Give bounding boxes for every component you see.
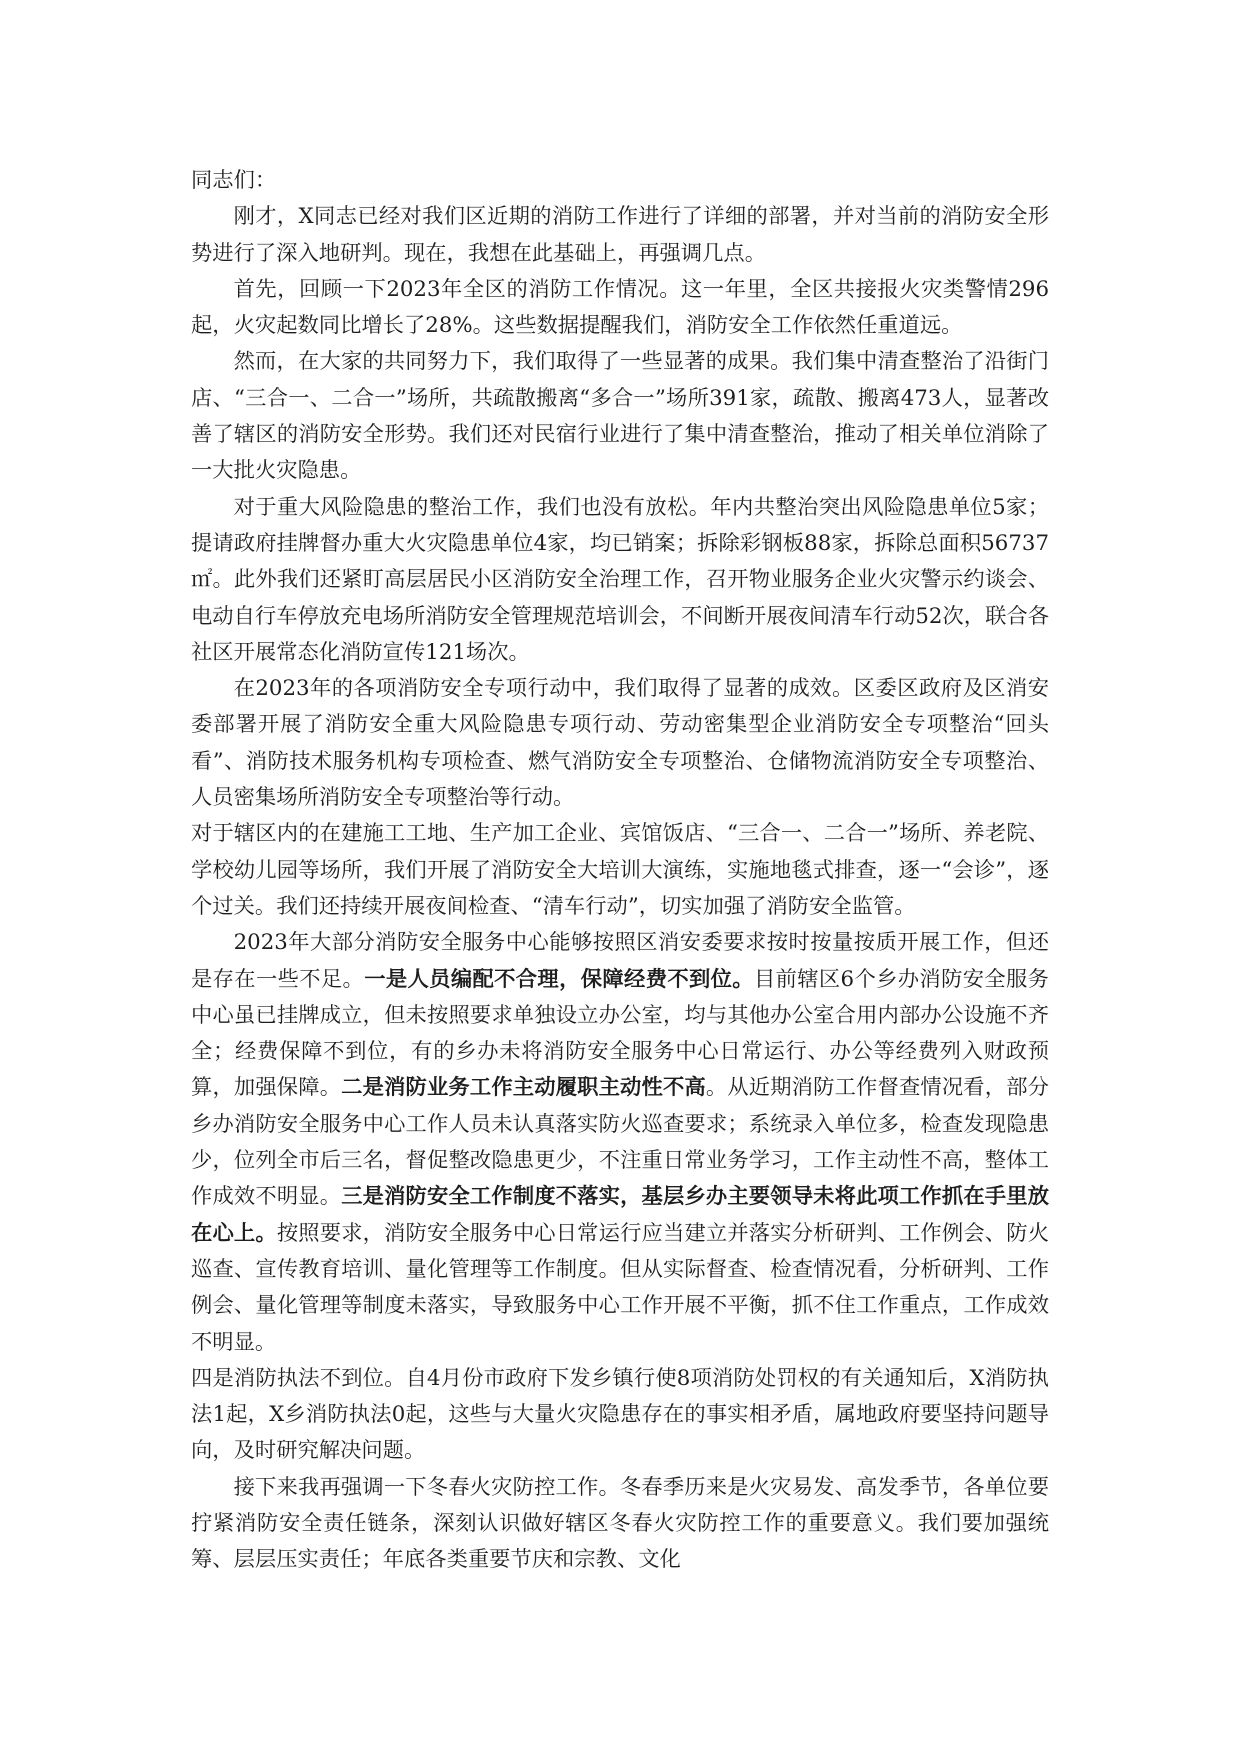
salutation: 同志们：: [191, 168, 277, 193]
paragraph-law-enforcement: 四是消防执法不到位。自4月份市政府下发乡镇行使8项消防处罚权的有关通知后，X消防执法1起，X乡消防执法0起，这些与大量火灾隐患存在的事实相矛盾，属地政府要坚持问题导向，及时研究解决问题。: [191, 1365, 1049, 1464]
shortcomings-intro: 2023年大部分消防安全服务中心能够按照区消安委要求按时按量按质开展工作，但还是存在一些不足。: [191, 930, 1049, 992]
paragraph-review: 首先，回顾一下2023年全区的消防工作情况。这一年里，全区共接报火灾类警情296起，火灾起数同比增长了28%。这些数据提醒我们，消防安全工作依然任重道远。: [191, 276, 1049, 339]
document-body: [191, 163, 1049, 1579]
shortcoming-three-heading: 三是消防安全工作制度不落实，基层乡办主要领导未将此项工作抓在手里放在心上。: [191, 1184, 1049, 1246]
paragraph-intro: 刚才，X同志已经对我们区近期的消防工作进行了详细的部署，并对当前的消防安全形势进行了深入地研判。现在，我想在此基础上，再强调几点。: [191, 204, 1049, 266]
paragraph-shortcomings: [191, 925, 1049, 1361]
shortcoming-two-heading: 二是消防业务工作主动履职主动性不高: [341, 1075, 706, 1101]
shortcoming-three-text: 按照要求，消防安全服务中心日常运行应当建立并落实分析研判、工作例会、防火巡查、宣传教育培训、量化管理等工作制度。但从实际督查、检查情况看，分析研判、工作例会、量化管理等制度未落实，导致服务中心工作开展不平衡，抓不住工作重点，工作成效不明显。: [191, 1220, 1049, 1355]
shortcoming-one-text: 目前辖区6个乡办消防安全服务中心虽已挂牌成立，但未按照要求单独设立办公室，均与其他办公室合用内部办公设施不齐全；经费保障不到位，有的乡办未将消防安全服务中心日常运行、办公等经费列入财政预算，加强保障。: [191, 966, 1049, 1101]
paragraph-winter-spring: 接下来我再强调一下冬春火灾防控工作。冬春季历来是火灾易发、高发季节，各单位要拧紧消防安全责任链条，深刻认识做好辖区冬春火灾防控工作的重要意义。我们要加强统筹、层层压实责任；年底各类重要节庆和宗教、文化: [191, 1474, 1049, 1573]
paragraph-special-actions: 在2023年的各项消防安全专项行动中，我们取得了显著的成效。区委区政府及区消安委部署开展了消防安全重大风险隐患专项行动、劳动密集型企业消防安全专项整治“回头看”、消防技术服务机构专项检查、燃气消防安全专项整治、仓储物流消防安全专项整治、人员密集场所消防安全专项整治等行动。: [191, 676, 1049, 811]
paragraph-risk-rectification: 对于重大风险隐患的整治工作，我们也没有放松。年内共整治突出风险隐患单位5家；提请政府挂牌督办重大火灾隐患单位4家，均已销案；拆除彩钢板88家，拆除总面积56737㎡。此外我们还紧盯高层居民小区消防安全治理工作，召开物业服务企业火灾警示约谈会、电动自行车停放充电场所消防安全管理规范培训会，不间断开展夜间清车行动52次，联合各社区开展常态化消防宣传121场次。: [191, 494, 1049, 665]
paragraph-achievements: 然而，在大家的共同努力下，我们取得了一些显著的成果。我们集中清查整治了沿街门店、“三合一、二合一”场所，共疏散搬离“多合一”场所391家，疏散、搬离473人，显著改善了辖区的消防安全形势。我们还对民宿行业进行了集中清查整治，推动了相关单位消除了一大批火灾隐患。: [191, 349, 1049, 484]
shortcoming-two-text: 。从近期消防工作督查情况看，部分乡办消防安全服务中心工作人员未认真落实防火巡查要求；系统录入单位多，检查发现隐患少，位列全市后三名，督促整改隐患更少，不注重日常业务学习，工作主动性不高，整体工作成效不明显。: [191, 1075, 1049, 1210]
shortcoming-one-heading: 一是人员编配不合理，保障经费不到位。: [364, 966, 754, 992]
paragraph-special-actions-continued: 对于辖区内的在建施工工地、生产加工企业、宾馆饭店、“三合一、二合一”场所、养老院、学校幼儿园等场所，我们开展了消防安全大培训大演练，实施地毯式排查，逐一“会诊”，逐个过关。我们还持续开展夜间检查、“清车行动”，切实加强了消防安全监管。: [191, 821, 1049, 919]
